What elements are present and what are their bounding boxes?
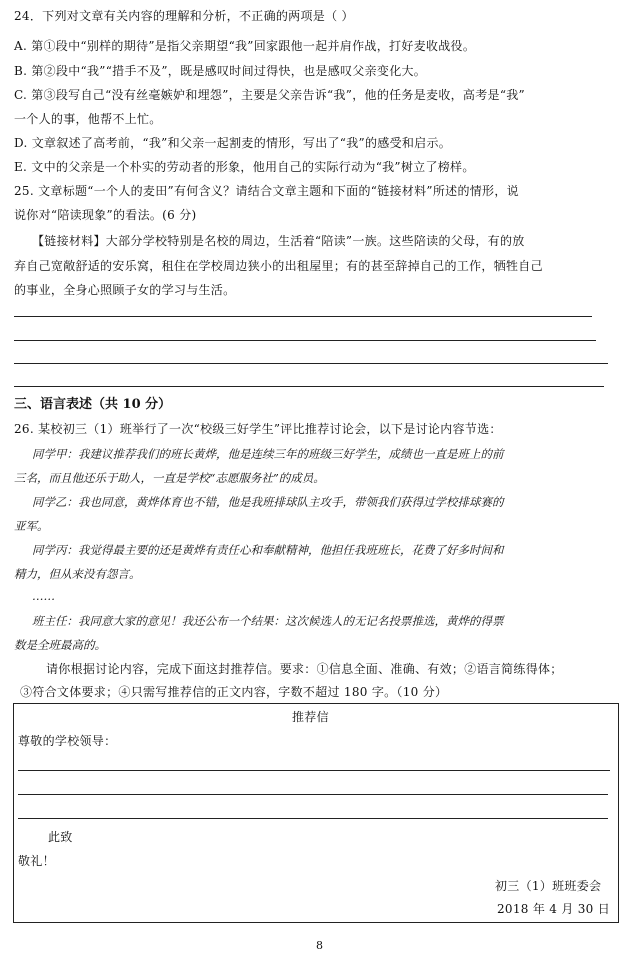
q25-material-line2: 弃自己宽敞舒适的安乐窝，租住在学校周边狭小的出租屋里；有的甚至辞掉自己的工作，牺牲自己 <box>14 259 543 273</box>
q26-student-c-line1: 同学丙：我觉得最主要的还是黄烨有责任心和奉献精神，他担任我班班长，花费了好多时间和 <box>32 543 504 557</box>
letter-closing-line2: 敬礼！ <box>18 854 55 868</box>
section-title: 三、语言表述（共 10 分） <box>14 397 172 412</box>
q26-teacher-line2: 数是全班最高的。 <box>14 638 106 652</box>
q26-student-a-line1: 同学甲：我建议推荐我们的班长黄烨，他是连续三年的班级三好学生，成绩也一直是班上的前 <box>32 447 504 461</box>
q26-student-b-line2: 亚军。 <box>14 519 49 533</box>
letter-date: 2018 年 4 月 30 日 <box>497 902 611 916</box>
q24-option-e: E. 文中的父亲是一个朴实的劳动者的形象，他用自己的实际行动为“我”树立了榜样。 <box>14 160 475 174</box>
letter-line <box>18 818 608 819</box>
letter-line <box>18 770 610 771</box>
q24-option-d: D. 文章叙述了高考前，“我”和父亲一起割麦的情形，写出了“我”的感受和启示。 <box>14 136 452 150</box>
letter-closing-line1: 此致 <box>48 830 73 844</box>
q25-material-line3: 的事业，全身心照顾子女的学习与生活。 <box>14 283 236 297</box>
letter-signature: 初三（1）班班委会 <box>495 879 602 893</box>
q25-stem-line1: 25. 文章标题“一个人的麦田”有何含义？请结合文章主题和下面的“链接材料”所述的情形，说 <box>14 184 519 198</box>
letter-line <box>18 794 608 795</box>
q26-requirement-line2: ③符合文体要求；④只需写推荐信的正文内容，字数不超过 180 字。（10 分） <box>20 685 448 699</box>
q25-material-line1: 【链接材料】大部分学校特别是名校的周边，生活着“陪读”一族。这些陪读的父母，有的放 <box>32 234 525 248</box>
q26-student-b-line1: 同学乙：我也同意，黄烨体育也不错，他是我班排球队主攻手，带领我们获得过学校排球赛的 <box>32 495 504 509</box>
q24-option-c-line2: 一个人的事，他帮不上忙。 <box>14 112 162 126</box>
q26-teacher-line1: 班主任：我同意大家的意见！我还公布一个结果：这次候选人的无记名投票推选，黄烨的得票 <box>32 614 504 628</box>
q24-option-a: A. 第①段中“别样的期待”是指父亲期望“我”回家跟他一起并肩作战，打好麦收战役。 <box>14 39 476 53</box>
q26-student-c-line2: 精力，但从来没有怨言。 <box>14 567 141 581</box>
letter-title: 推荐信 <box>292 710 329 724</box>
q26-ellipsis: …… <box>32 589 55 603</box>
answer-line <box>14 316 592 317</box>
answer-line <box>14 340 596 341</box>
q25-stem-line2: 说你对“陪读现象”的看法。(6 分) <box>14 208 197 222</box>
page-number: 8 <box>316 939 323 952</box>
letter-salutation: 尊敬的学校领导： <box>18 734 117 748</box>
q26-requirement-line1: 请你根据讨论内容，完成下面这封推荐信。要求：①信息全面、准确、有效；②语言简练得体； <box>46 662 563 676</box>
q24-option-c-line1: C. 第③段写自己“没有丝毫嫉妒和埋怨”，主要是父亲告诉“我”，他的任务是麦收，高考是“我” <box>14 88 525 102</box>
answer-line <box>14 363 608 364</box>
q24-option-b: B. 第②段中“我”“措手不及”，既是感叹时间过得快，也是感叹父亲变化大。 <box>14 64 427 78</box>
q26-student-a-line2: 三名，而且他还乐于助人，一直是学校“志愿服务社”的成员。 <box>14 471 325 485</box>
q24-stem: 24．下列对文章有关内容的理解和分析，不正确的两项是（ ） <box>14 9 354 23</box>
answer-line <box>14 386 604 387</box>
q26-stem: 26. 某校初三（1）班举行了一次“校级三好学生”评比推荐讨论会，以下是讨论内容节选： <box>14 422 502 436</box>
